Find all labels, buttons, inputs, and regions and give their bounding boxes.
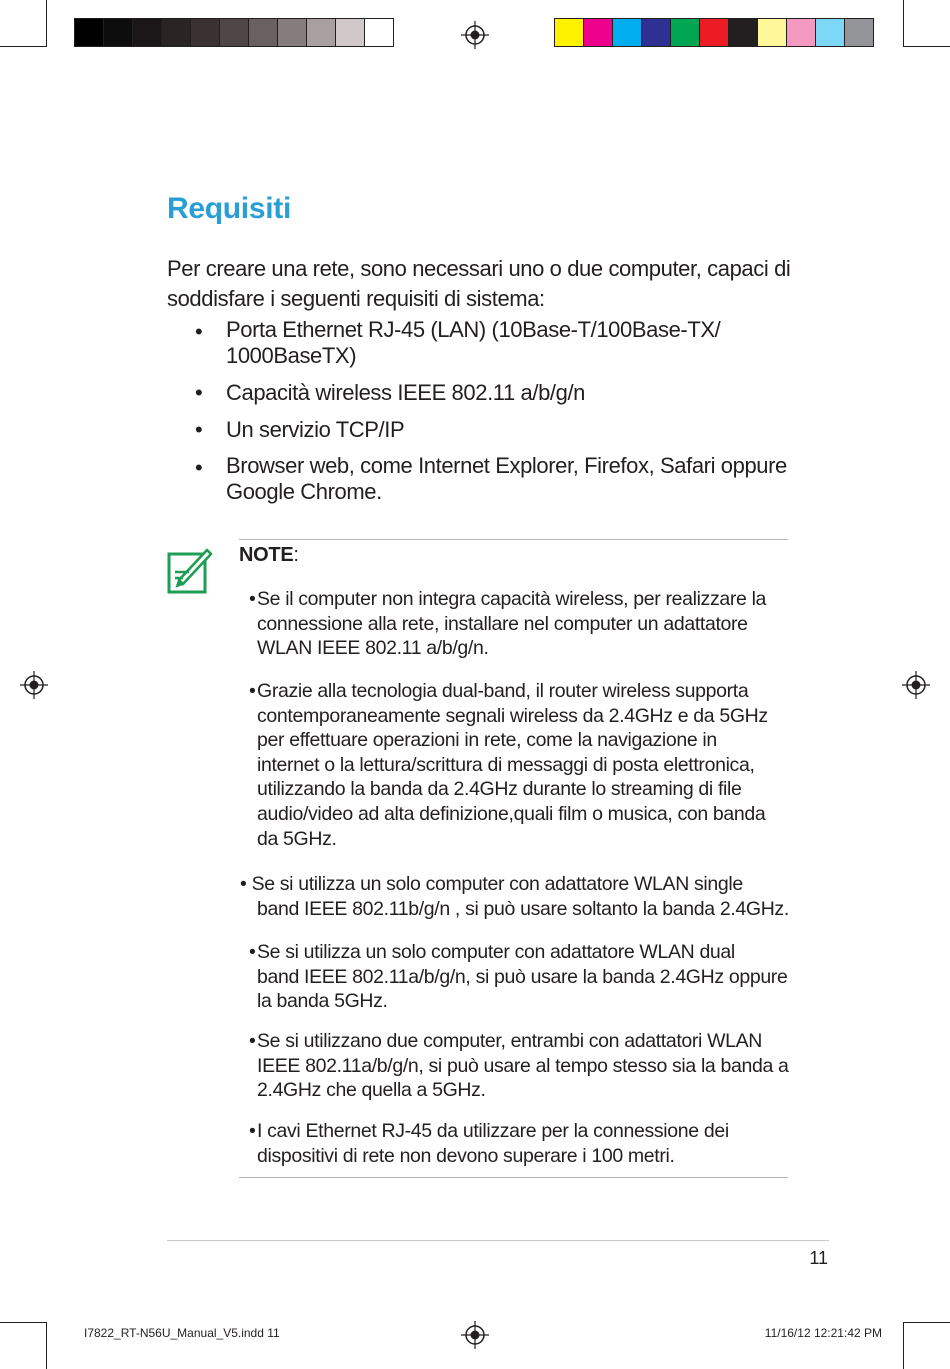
requirement-line: Browser web, come Internet Explorer, Firefox, Safari oppure <box>226 453 787 478</box>
note-line <box>240 872 795 897</box>
note-bottom-rule <box>239 1177 788 1178</box>
color-swatch <box>728 18 758 47</box>
color-swatch <box>844 18 874 47</box>
color-swatch <box>103 18 133 47</box>
bullet: • <box>195 380 203 405</box>
crop-mark <box>903 46 950 47</box>
bullet: • <box>195 319 203 344</box>
slug-timestamp: 11/16/12 12:21:42 PM <box>764 1326 882 1340</box>
note-line: band IEEE 802.11a/b/g/n, si può usare la banda 2.4GHz oppure <box>257 965 788 988</box>
note-title <box>239 541 299 569</box>
color-swatch <box>554 18 584 47</box>
color-swatch <box>248 18 278 47</box>
color-swatch <box>74 18 104 47</box>
note-line: Grazie alla tecnologia dual-band, il router wireless supporta <box>257 680 749 702</box>
color-swatch <box>132 18 162 47</box>
color-swatch <box>699 18 729 47</box>
registration-mark-icon <box>20 671 48 699</box>
bullet: • <box>249 680 256 702</box>
requirement-line: Google Chrome. <box>226 479 382 504</box>
crop-mark <box>903 1322 950 1323</box>
crop-mark <box>46 0 47 47</box>
requirement-item <box>195 415 795 445</box>
bullet: • <box>249 1120 256 1142</box>
color-swatch <box>757 18 787 47</box>
note-line: da 5GHz. <box>257 827 337 850</box>
note-line: IEEE 802.11a/b/g/n, si può usare al tempo stesso sia la banda a <box>257 1054 789 1077</box>
note-top-rule <box>239 539 788 540</box>
color-swatch <box>190 18 220 47</box>
note-line: contemporaneamente segnali wireless da 2.4GHz e da 5GHz <box>257 704 768 727</box>
bullet: • <box>240 873 247 895</box>
color-swatch <box>277 18 307 47</box>
note-line: band IEEE 802.11b/g/n , si può usare soltanto la banda 2.4GHz. <box>257 897 789 920</box>
page-number: 11 <box>809 1248 828 1268</box>
note-line-text: Se si utilizza un solo computer con adattatore WLAN single <box>251 873 743 895</box>
note-line: utilizzando la banda da 2.4GHz durante lo streaming di file <box>257 778 742 801</box>
color-swatch <box>786 18 816 47</box>
page-title: Requisiti <box>167 192 291 225</box>
footer-rule <box>167 1240 829 1241</box>
note-line: la banda 5GHz. <box>257 990 388 1013</box>
registration-mark-icon <box>902 671 930 699</box>
note-line: per effettuare operazioni in rete, come la navigazione in <box>257 729 717 752</box>
color-swatch <box>612 18 642 47</box>
note-line: Se il computer non integra capacità wireless, per realizzare la <box>257 588 767 610</box>
bullet: • <box>249 941 256 963</box>
color-swatch <box>219 18 249 47</box>
color-swatch <box>641 18 671 47</box>
color-swatch <box>161 18 191 47</box>
color-swatch <box>583 18 613 47</box>
bullet: • <box>195 417 203 442</box>
note-title-label: NOTE <box>239 544 294 566</box>
note-line: internet o la lettura/scrittura di messaggi di posta elettronica, <box>257 753 755 776</box>
crop-mark <box>0 46 47 47</box>
slug-filename: I7822_RT-N56U_Manual_V5.indd 11 <box>84 1326 280 1340</box>
color-swatch <box>670 18 700 47</box>
requirement-line: Un servizio TCP/IP <box>226 417 405 442</box>
note-line: audio/video ad alta definizione,quali film o musica, con banda <box>257 802 766 825</box>
intro-line: soddisfare i seguenti requisiti di sistema: <box>167 286 545 311</box>
note-line: dispositivi di rete non devono superare i 100 metri. <box>257 1144 675 1167</box>
bullet: • <box>195 455 203 480</box>
note-line: I cavi Ethernet RJ-45 da utilizzare per la connessione dei <box>257 1120 729 1142</box>
note-title-colon: : <box>293 544 299 566</box>
note-line: Se si utilizza un solo computer con adattatore WLAN dual <box>257 941 735 963</box>
bullet: • <box>249 1030 256 1052</box>
crop-mark <box>903 1322 904 1369</box>
note-line: Se si utilizzano due computer, entrambi con adattatori WLAN <box>257 1030 763 1052</box>
registration-mark-icon <box>461 21 489 49</box>
requirement-line: Capacità wireless IEEE 802.11 a/b/g/n <box>226 380 586 405</box>
note-pencil-icon <box>167 544 213 594</box>
crop-mark <box>903 0 904 47</box>
requirement-item <box>195 317 795 373</box>
color-swatch <box>306 18 336 47</box>
requirement-line: Porta Ethernet RJ-45 (LAN) (10Base-T/100Base-TX/ <box>226 317 721 342</box>
registration-mark-icon <box>461 1321 489 1349</box>
intro-line: Per creare una rete, sono necessari uno o due computer, capaci di <box>167 256 791 281</box>
crop-mark <box>46 1322 47 1369</box>
requirement-item <box>195 453 795 509</box>
crop-mark <box>0 1322 47 1323</box>
color-swatch <box>364 18 394 47</box>
note-line: 2.4GHz che quella a 5GHz. <box>257 1079 486 1102</box>
note-item <box>240 872 795 921</box>
requirement-line: 1000BaseTX) <box>226 343 357 368</box>
bullet: • <box>249 588 256 610</box>
color-swatch <box>335 18 365 47</box>
note-line: connessione alla rete, installare nel computer un adattatore <box>257 612 748 635</box>
requirement-item <box>195 378 795 408</box>
note-line: WLAN IEEE 802.11 a/b/g/n. <box>257 637 489 660</box>
color-swatch <box>815 18 845 47</box>
